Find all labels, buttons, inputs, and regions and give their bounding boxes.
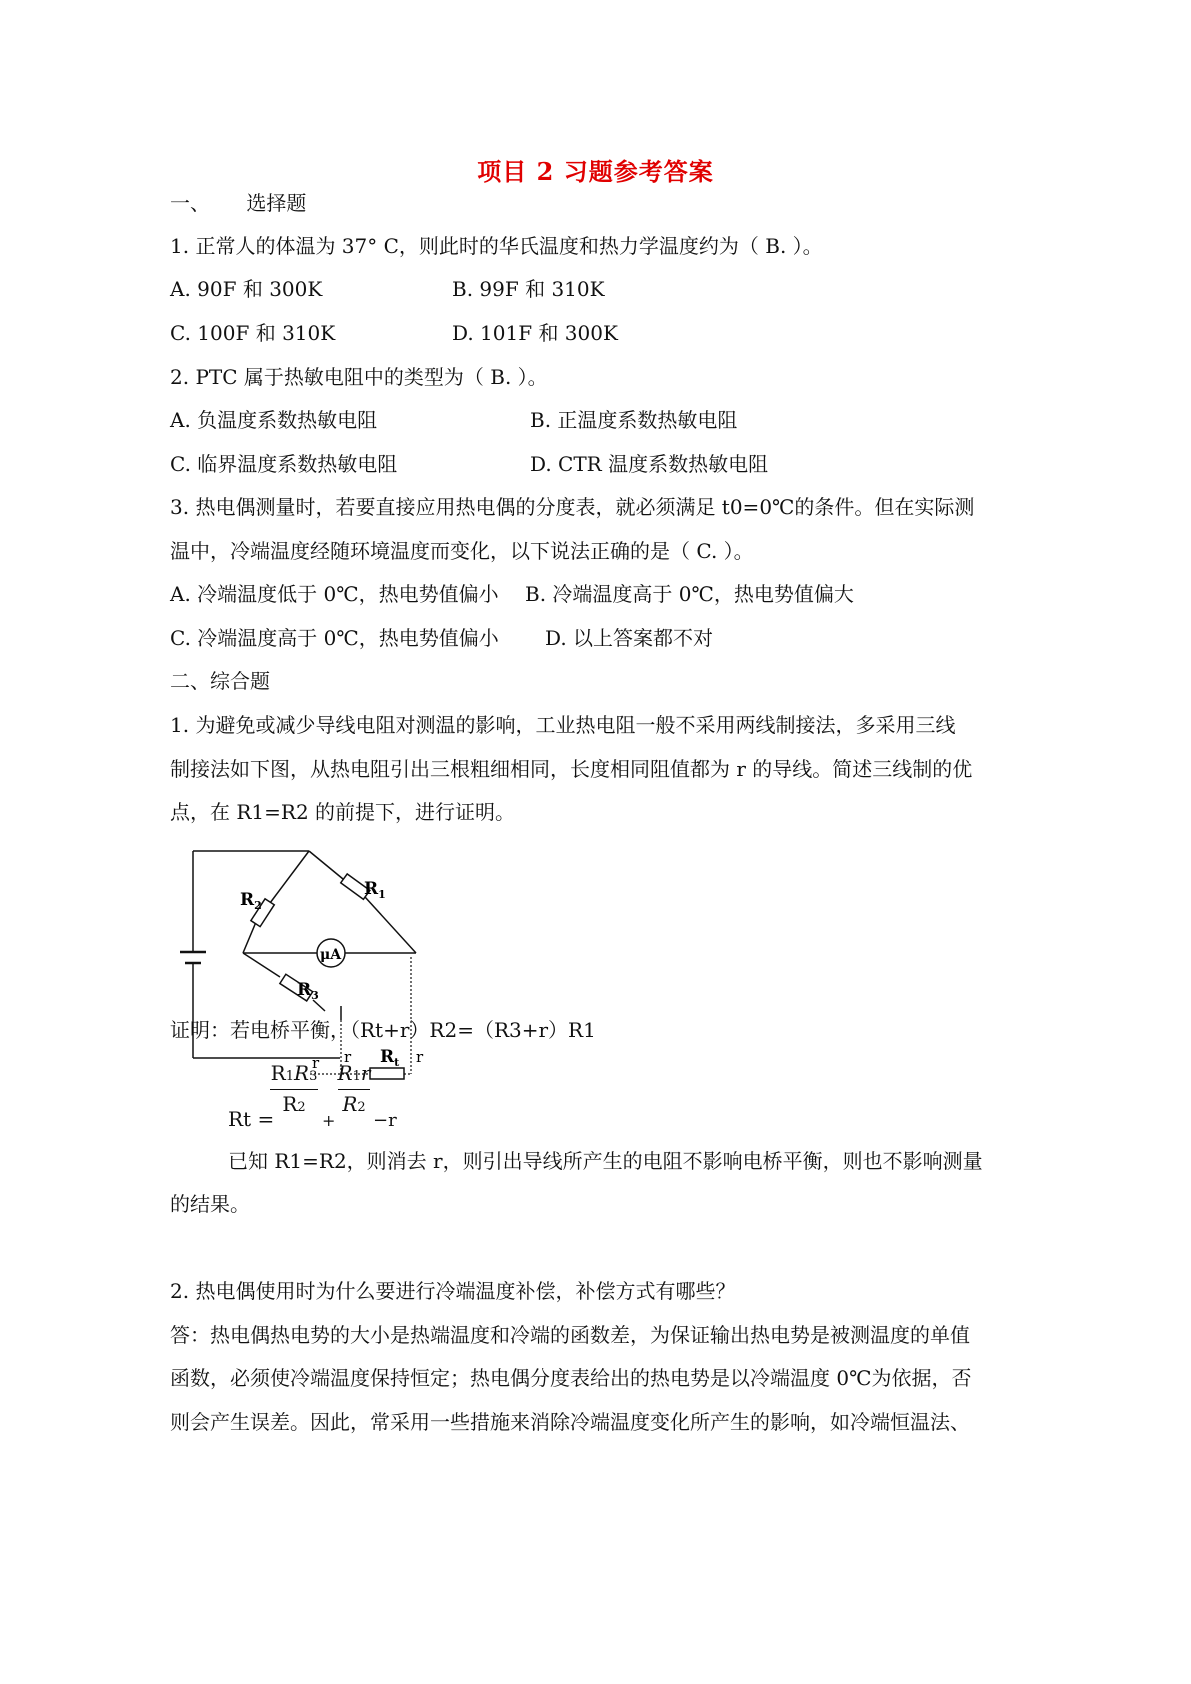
q3-option-c: C. 冷端温度高于 0℃，热电势值偏小 [170,626,499,650]
problem-2-answer-line-2: 函数，必须使冷端温度保持恒定；热电偶分度表给出的热电势是以冷端温度 0℃为依据，否 [170,1366,972,1390]
formula-denominator-2: R2 [342,1092,366,1116]
q1-option-d: D. 101F 和 300K [452,321,618,345]
label-rt: $R_t$ [380,1047,400,1069]
label-microammeter: μA [320,947,342,963]
q3-option-b: B. 冷端温度高于 0℃，热电势值偏大 [525,582,854,606]
conclusion-line-1: 已知 R1=R2，则消去 r，则引出导线所产生的电阻不影响电桥平衡，则也不影响测量 [228,1149,983,1173]
q3-option-d: D. 以上答案都不对 [545,626,714,650]
question-1: 1. 正常人的体温为 37° C，则此时的华氏温度和热力学温度约为（ B. ）。 [170,234,823,258]
q2-option-a: A. 负温度系数热敏电阻 [170,408,378,432]
proof-statement: 证明：若电桥平衡，（Rt+r）R2=（R3+r）R1 [170,1018,596,1042]
formula-lhs: Rt = [228,1107,275,1131]
problem-1-line-3: 点，在 R1=R2 的前提下，进行证明。 [170,800,516,824]
fraction-bar-2 [338,1089,370,1090]
label-r2: $R_2$ [240,890,262,912]
problem-1-line-1: 1. 为避免或减少导线电阻对测温的影响，工业热电阻一般不采用两线制接法，多采用三线 [170,713,956,737]
document-title: 项目 2 习题参考答案 [477,157,714,186]
formula-minus-r: −r [373,1110,397,1131]
formula-denominator-1: R2 [282,1092,306,1116]
problem-2-answer-line-3: 则会产生误差。因此，常采用一些措施来消除冷端温度变化所产生的影响，如冷端恒温法、 [170,1410,970,1434]
question-3-line-1: 3. 热电偶测量时，若要直接应用热电偶的分度表，就必须满足 t0=0℃的条件。但在实际测 [170,495,975,519]
label-lead-r-3: r [416,1048,424,1066]
section-heading-choice: 一、 选择题 [170,191,307,215]
problem-1-line-2: 制接法如下图，从热电阻引出三根粗细相同，长度相同阻值都为 r 的导线。简述三线制的优 [170,757,973,781]
q1-option-b: B. 99F 和 310K [452,277,605,301]
problem-2-question: 2. 热电偶使用时为什么要进行冷端温度补偿，补偿方式有哪些？ [170,1279,736,1303]
q2-option-d: D. CTR 温度系数热敏电阻 [530,452,769,476]
formula-numerator-2: R1r [337,1061,371,1085]
q1-option-a: A. 90F 和 300K [170,277,323,301]
q3-option-a: A. 冷端温度低于 0℃，热电势值偏小 [170,582,499,606]
fraction-bar-1 [270,1089,318,1090]
question-3-line-2: 温中，冷端温度经随环境温度而变化，以下说法正确的是（ C. ）。 [170,539,754,563]
label-r1: $R_1$ [364,879,386,901]
section-heading-comprehensive: 二、综合题 [170,669,270,693]
resistor-rt [370,1068,404,1079]
label-lead-r-1: r [312,1054,320,1072]
q2-option-b: B. 正温度系数热敏电阻 [530,408,738,432]
label-r3: $R_3$ [297,980,319,1002]
formula-plus: + [322,1111,336,1130]
label-lead-r-2: r [344,1048,352,1066]
q2-option-c: C. 临界温度系数热敏电阻 [170,452,398,476]
q1-option-c: C. 100F 和 310K [170,321,336,345]
conclusion-line-2: 的结果。 [170,1192,250,1216]
question-2: 2. PTC 属于热敏电阻中的类型为（ B. ）。 [170,365,548,389]
problem-2-answer-line-1: 答：热电偶热电势的大小是热端温度和冷端的函数差，为保证输出热电势是被测温度的单值 [170,1323,970,1347]
formula-numerator-1: R1R3 [270,1061,318,1085]
